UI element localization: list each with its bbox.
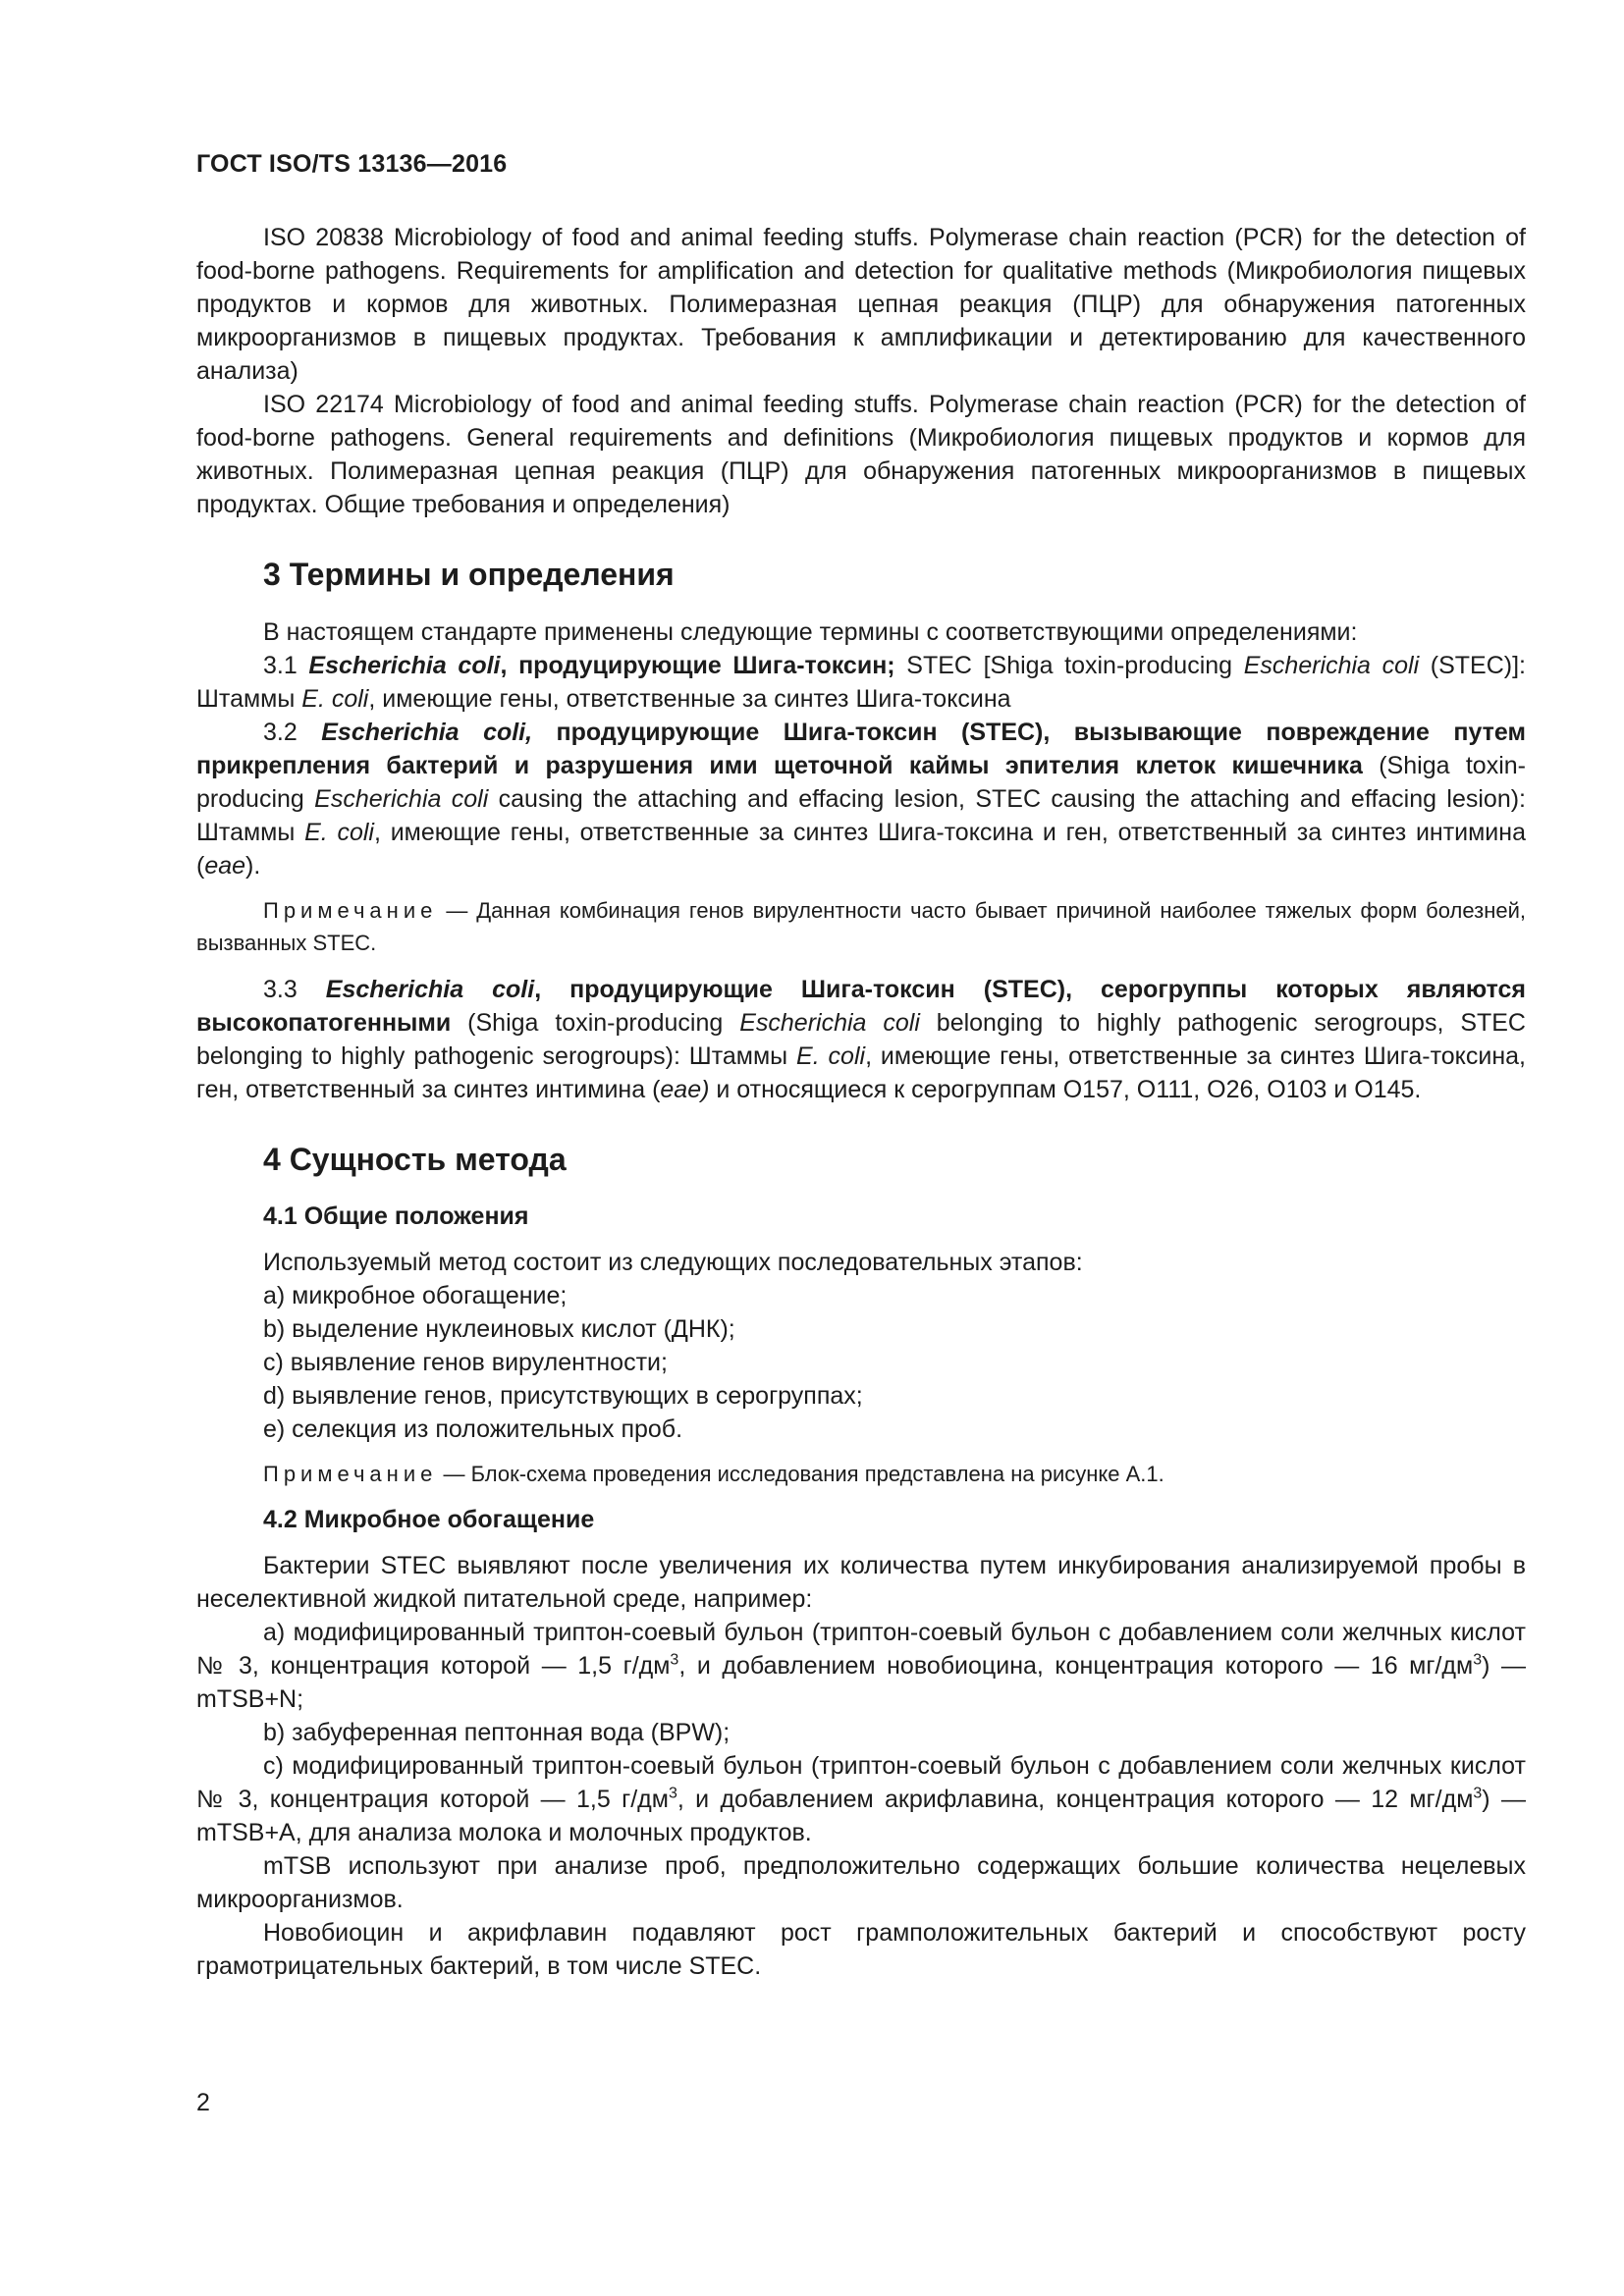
term-name: продуцирующие Шига-токсин (STEC), вызывающие повреждение путем прикрепления бактерий и разрушения ими щеточной каймы эпителия клеток кишечника: [196, 719, 1526, 779]
term-italic: E. coli: [796, 1042, 866, 1070]
term-italic: eae): [660, 1076, 710, 1103]
term-name: , продуцирующие Шига-токсин (STEC), серогруппы которых являются высокопатогенными: [196, 976, 1526, 1037]
list-item: а) микробное обогащение;: [263, 1282, 568, 1309]
note-3-2: [196, 894, 1526, 959]
list-item: е) селекция из положительных проб.: [263, 1415, 683, 1443]
reference-iso-20838: ISO 20838 Microbiology of food and animal feeding stuffs. Polymerase chain reaction (PCR) for the detection of food-borne pathogens. Requirements for amplification and detection for qualitative methods (Микробиология пищевых продуктов и кормов для животных. Полимеразная цепная реакция (ПЦР) для обнаружения патогенных микроорганизмов в пищевых продуктах. Требования к амплификации и детектированию для качественного анализа): [196, 224, 1526, 385]
term-text: и относящиеся к серогруппам O157, O111, O26, O103 и O145.: [709, 1076, 1422, 1103]
subsection-4-2-heading: 4.2 Микробное обогащение: [263, 1506, 595, 1533]
medium-item-a: [196, 1616, 1526, 1716]
list-item: d) выявление генов, присутствующих в серогруппах;: [263, 1382, 863, 1410]
item-text: , и добавлением новобиоцина, концентрация которого — 16 мг/дм: [678, 1652, 1474, 1680]
term-name: , продуцирующие Шига-токсин;: [500, 652, 895, 679]
note-text: — Данная комбинация генов вирулентности часто бывает причиной наиболее тяжелых форм болезней, вызванных STEC.: [196, 898, 1526, 955]
term-number: 3.1: [263, 652, 309, 679]
term-name-italic: Escherichia coli: [308, 652, 501, 679]
document-header: ГОСТ ISO/TS 13136—2016: [196, 150, 508, 178]
term-italic: E. coli: [301, 685, 369, 713]
item-text: ) — mTSB+A, для анализа молока и молочных продуктов.: [196, 1786, 1526, 1846]
document-body: [196, 221, 1526, 1983]
section-4-heading: 4 Сущность метода: [263, 1142, 567, 1177]
term-text: , имеющие гены, ответственные за синтез Шига-токсина и ген, ответственный за синтез интимина (: [196, 819, 1526, 880]
reference-iso-22174: ISO 22174 Microbiology of food and animal feeding stuffs. Polymerase chain reaction (PCR) for the detection of food-borne pathogens. General requirements and definitions (Микробиология пищевых продуктов и кормов для животных. Полимеразная цепная реакция (ПЦР) для обнаружения патогенных микроорганизмов в пищевых продуктах. Общие требования и определения): [196, 391, 1526, 518]
superscript: 3: [670, 1651, 679, 1669]
term-3-3: [196, 973, 1526, 1106]
term-3-2: [196, 716, 1526, 882]
term-number: 3.2: [263, 719, 322, 746]
superscript: 3: [1473, 1651, 1483, 1669]
superscript: 3: [668, 1785, 677, 1802]
section-4-2-para-2: mTSB используют при анализе проб, предположительно содержащих большие количества нецелевых микроорганизмов.: [196, 1852, 1526, 1913]
note-label: Примечание: [263, 898, 438, 923]
section-3-heading: 3 Термины и определения: [263, 557, 675, 592]
page-number: 2: [196, 2089, 210, 2116]
term-italic: eae: [204, 852, 246, 880]
item-text: c) модифицированный триптон-соевый бульон (триптон-соевый бульон с добавлением соли желчных кислот № 3, концентрация которой — 1,5 г/дм: [196, 1752, 1526, 1813]
term-text: STEC [Shiga toxin-producing: [894, 652, 1244, 679]
superscript: 3: [1473, 1785, 1483, 1802]
term-italic: E. coli: [304, 819, 374, 846]
term-text: (Shiga toxin-producing: [451, 1009, 740, 1037]
item-text: а) модифицированный триптон-соевый бульон (триптон-соевый бульон с добавлением соли желчных кислот № 3, концентрация которой — 1,5 г/дм: [196, 1619, 1526, 1680]
term-text: ).: [245, 852, 261, 880]
term-text: (Shiga toxin-producing: [196, 752, 1526, 813]
term-italic: Escherichia coli: [1243, 652, 1420, 679]
item-text: , и добавлением акрифлавина, концентрация которого — 12 мг/дм: [677, 1786, 1474, 1813]
medium-item-b: b) забуференная пептонная вода (BPW);: [263, 1719, 731, 1746]
term-text: causing the attaching and effacing lesion, STEC causing the attaching and effacing lesion): Штаммы: [196, 785, 1526, 846]
list-item: c) выявление генов вирулентности;: [263, 1349, 668, 1376]
note-text: — Блок-схема проведения исследования представлена на рисунке А.1.: [437, 1462, 1164, 1486]
subsection-4-1-heading: 4.1 Общие положения: [263, 1202, 529, 1230]
note-4-1: [196, 1458, 1526, 1490]
section-4-1-intro: Используемый метод состоит из следующих последовательных этапов:: [263, 1249, 1083, 1276]
term-text: (STEC)]: Штаммы: [196, 652, 1526, 713]
section-4-2-para-3: Новобиоцин и акрифлавин подавляют рост грамположительных бактерий и способствуют росту грамотрицательных бактерий, в том числе STEC.: [196, 1919, 1526, 1980]
section-3-intro: В настоящем стандарте применены следующие термины с соответствующими определениями:: [263, 618, 1358, 646]
term-italic: Escherichia coli: [314, 785, 489, 813]
note-label: Примечание: [263, 1462, 438, 1486]
term-italic: Escherichia coli: [739, 1009, 920, 1037]
term-text: belonging to highly pathogenic serogroups, STEC belonging to highly pathogenic serogroups): Штаммы: [196, 1009, 1526, 1070]
item-text: ) — mTSB+N;: [196, 1652, 1526, 1713]
term-name-italic: Escherichia coli: [325, 976, 535, 1003]
term-text: , имеющие гены, ответственные за синтез Шига-токсина: [368, 685, 1011, 713]
term-name-italic: Escherichia coli,: [321, 719, 533, 746]
list-item: b) выделение нуклеиновых кислот (ДНК);: [263, 1315, 735, 1343]
section-4-2-para-1: Бактерии STEC выявляют после увеличения их количества путем инкубирования анализируемой пробы в неселективной жидкой питательной среде, например:: [196, 1552, 1526, 1613]
term-number: 3.3: [263, 976, 326, 1003]
term-text: , имеющие гены, ответственные за синтез Шига-токсина, ген, ответственный за синтез интимина (: [196, 1042, 1526, 1103]
term-3-1: [196, 649, 1526, 716]
medium-item-c: [196, 1749, 1526, 1849]
